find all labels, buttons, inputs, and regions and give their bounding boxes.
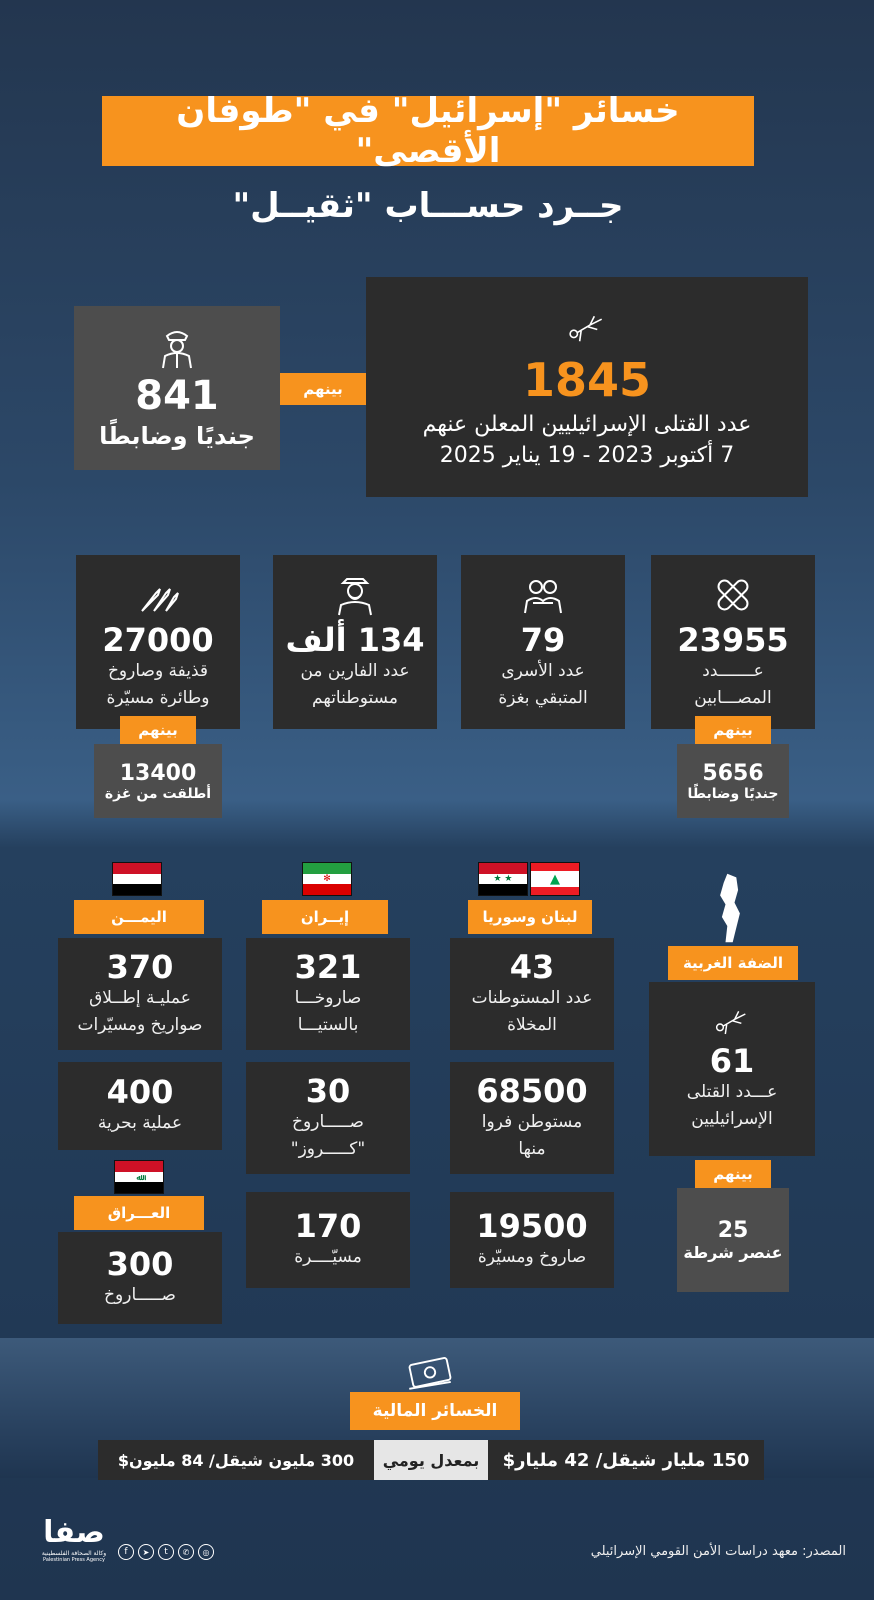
telegram-icon[interactable]: ➤: [138, 1544, 154, 1560]
missiles-among-tag: [120, 716, 196, 744]
card-value: 68500: [476, 1072, 588, 1111]
syria-flag-icon: ★ ★: [478, 862, 528, 896]
wounded-among-label: بينهم: [713, 721, 753, 739]
card-label-1: عدد المستوطنات: [471, 988, 593, 1009]
card-value: 43: [509, 948, 555, 987]
twitter-icon[interactable]: t: [158, 1544, 174, 1560]
killed-among-label: بينهم: [303, 380, 343, 398]
source-label: المصدر: معهد دراسات الأمن القومي الإسرائيلي: [590, 1544, 846, 1559]
instagram-icon[interactable]: ◎: [198, 1544, 214, 1560]
westbank-map-icon: [714, 872, 746, 944]
financial-daily-tag: [374, 1440, 488, 1480]
fallen-body-icon: [565, 306, 609, 350]
lebanon-syria-card: [450, 1192, 614, 1288]
bandage-icon: [711, 573, 755, 617]
iran-tag: [262, 900, 388, 934]
card-label-1: عمليـة إطــلاق: [89, 988, 191, 1009]
whatsapp-icon[interactable]: ✆: [178, 1544, 194, 1560]
settler-icon: [333, 573, 377, 617]
killed-among-tag: [280, 373, 366, 405]
westbank-among-tag: [695, 1160, 771, 1188]
fled-label-1: عدد الفارين من: [300, 661, 410, 682]
card-value: 30: [305, 1072, 351, 1111]
missiles-label-2: وطائرة مسيّرة: [106, 687, 210, 708]
captives-icon: [521, 573, 565, 617]
main-title-text: خسائر "إسرائيل" في "طوفان الأقصى": [176, 91, 680, 171]
lebanon-flag-icon: ▲: [530, 862, 580, 896]
card-label-2: "كـــــروز": [290, 1138, 366, 1159]
soldiers-value: 841: [135, 373, 219, 419]
card-label-2: بالستيـــا: [297, 1014, 359, 1035]
killed-value: 1845: [522, 352, 652, 407]
westbank-label-1: عـــدد القتلى: [686, 1082, 778, 1103]
westbank-tag: [668, 946, 798, 980]
westbank-among-label: بينهم: [713, 1165, 753, 1183]
lebanon-syria-card: [450, 938, 614, 1050]
fled-label-2: مستوطناتهم: [312, 687, 398, 708]
captives-value: 79: [520, 621, 566, 660]
westbank-sub-value: 25: [717, 1218, 749, 1243]
missiles-sub-value: 13400: [119, 760, 197, 786]
card-label-1: عملية بحرية: [97, 1113, 183, 1134]
wounded-card: [651, 555, 815, 729]
iraq-card: [58, 1232, 222, 1324]
card-label-1: صاروخـــا: [294, 988, 362, 1009]
wounded-sub-label: جنديًا وضابطًا: [687, 785, 779, 802]
card-label-1: مستوطن فروا: [481, 1112, 583, 1133]
rockets-icon: [136, 573, 180, 617]
financial-tag: [350, 1392, 520, 1430]
fled-card: [273, 555, 437, 729]
card-label-1: صاروخ ومسيّرة: [477, 1247, 587, 1268]
lebanon-syria-card: [450, 1062, 614, 1174]
wounded-value: 23955: [677, 621, 789, 660]
card-value: 370: [106, 948, 174, 987]
logo-agency-en: Palestinian Press Agency: [43, 1556, 105, 1563]
westbank-card: [649, 982, 815, 1156]
iraq-flag-icon: ﷲ: [114, 1160, 164, 1194]
agency-logo: [34, 1508, 114, 1572]
westbank-tag-label: الضفة الغربية: [682, 954, 784, 972]
soldiers-card: [74, 306, 280, 470]
iran-card: [246, 1192, 410, 1288]
card-label-2: المخلاة: [507, 1014, 557, 1035]
financial-total-label: 150 مليار شيقل/ 42 مليار$: [502, 1449, 750, 1471]
westbank-label-2: الإسرائيليين: [691, 1108, 773, 1129]
card-label-2: صواريخ ومسيّرات: [77, 1014, 203, 1035]
captives-label-2: المتبقي بغزة: [498, 687, 588, 708]
soldiers-label: جنديًا وضابطًا: [99, 422, 255, 450]
card-label-1: صـــــاروخ: [292, 1112, 364, 1133]
iran-card: [246, 938, 410, 1050]
missiles-sub-label: أطلقت من غزة: [104, 785, 212, 802]
wounded-label-1: عـــــــدد: [702, 661, 764, 682]
subtitle-text: جــرد حســـاب "ثقيــل": [232, 186, 624, 226]
yemen-card: [58, 938, 222, 1050]
social-icons: [118, 1544, 214, 1560]
officer-icon: [155, 326, 199, 370]
wounded-among-tag: [695, 716, 771, 744]
main-title: [102, 91, 754, 171]
card-label-1: مسيّــــرة: [294, 1247, 362, 1268]
killed-dates: 7 أكتوبر 2023 - 19 يناير 2025: [439, 443, 735, 469]
financial-daily-label: 300 مليون شيقل/ 84 مليون$: [117, 1450, 355, 1470]
yemen-card: [58, 1062, 222, 1150]
money-icon: [404, 1356, 456, 1394]
financial-daily-tag-label: بمعدل يومي: [382, 1450, 480, 1470]
killed-label: عدد القتلى الإسرائيليين المعلن عنهم: [422, 412, 752, 438]
card-value: 400: [106, 1073, 174, 1112]
yemen-tag-label: اليمـــن: [111, 908, 167, 926]
iraq-tag: [74, 1196, 204, 1230]
iran-flag-icon: ✻: [302, 862, 352, 896]
wounded-sub-card: [677, 744, 789, 818]
westbank-sub-label: عنصر شرطة: [683, 1243, 783, 1262]
lebanon-syria-tag: [468, 900, 592, 934]
subtitle: [102, 176, 754, 236]
logo-agency-ar: وكالة الصحافة الفلسطينية: [41, 1549, 107, 1557]
missiles-among-label: بينهم: [138, 721, 178, 739]
westbank-value: 61: [709, 1042, 755, 1081]
captives-label-1: عدد الأسرى: [501, 661, 585, 682]
wounded-label-2: المصـــابين: [694, 687, 772, 708]
captives-card: [461, 555, 625, 729]
missiles-label-1: قذيفة وصاروخ: [107, 661, 209, 682]
iraq-tag-label: العـــراق: [107, 1204, 171, 1222]
fled-value: 134 ألف: [285, 621, 425, 660]
financial-total: [488, 1440, 764, 1480]
yemen-flag-icon: [112, 862, 162, 896]
killed-card: [366, 277, 808, 497]
wounded-sub-value: 5656: [702, 760, 764, 786]
missiles-card: [76, 555, 240, 729]
financial-daily: [98, 1440, 374, 1480]
facebook-icon[interactable]: f: [118, 1544, 134, 1560]
card-value: 321: [294, 948, 362, 987]
yemen-tag: [74, 900, 204, 934]
iran-card: [246, 1062, 410, 1174]
financial-tag-label: الخسائر المالية: [372, 1401, 498, 1421]
card-label-1: صـــــاروخ: [104, 1285, 176, 1306]
westbank-sub-card: [677, 1188, 789, 1292]
iran-tag-label: إيــران: [300, 908, 350, 926]
fallen-body-icon: [712, 1006, 752, 1038]
card-value: 300: [106, 1245, 174, 1284]
missiles-value: 27000: [102, 621, 214, 660]
source-text: [591, 1544, 846, 1559]
card-value: 170: [294, 1207, 362, 1246]
lebanon-syria-tag-label: لبنان وسوريا: [482, 908, 578, 926]
card-value: 19500: [476, 1207, 588, 1246]
missiles-sub-card: [94, 744, 222, 818]
logo-text: صفا: [43, 1514, 105, 1550]
card-label-2: منها: [518, 1138, 546, 1159]
